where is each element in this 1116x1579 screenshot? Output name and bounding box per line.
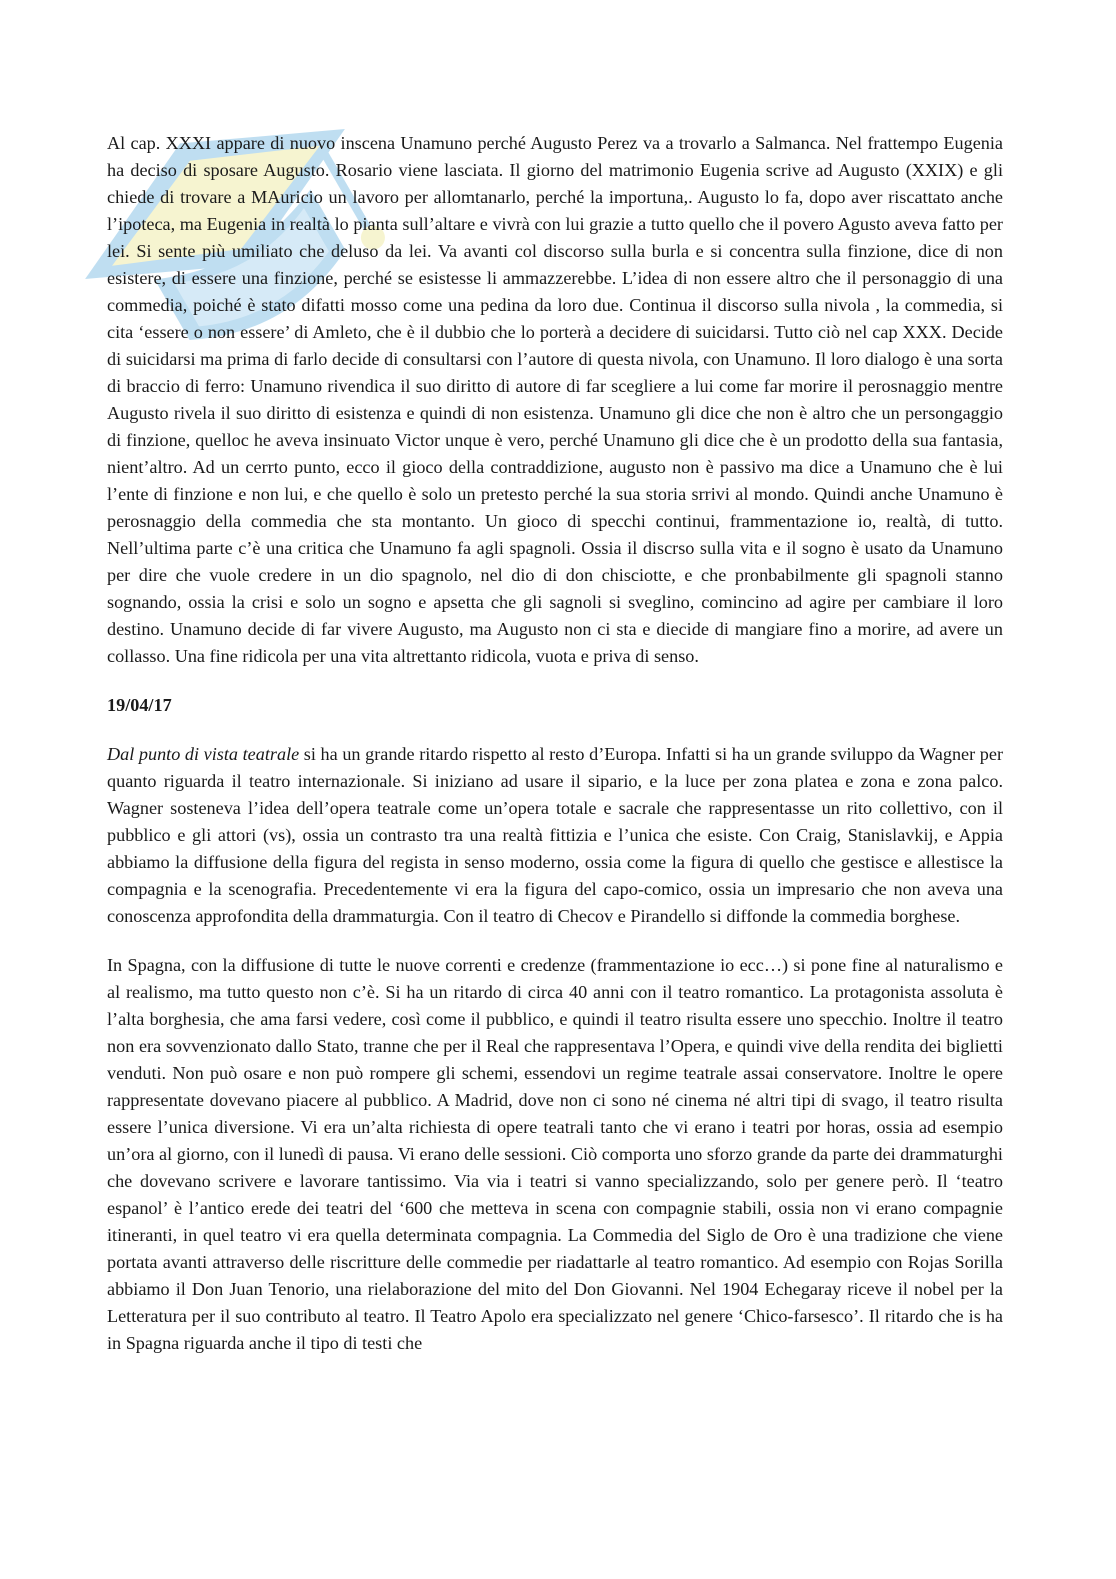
paragraph-teatro-spagna: In Spagna, con la diffusione di tutte le nuove correnti e credenze (frammentazione io ecc…) si pone fine al naturalismo e al realismo, ma tutto questo non c’è. Si ha un ritardo di circa 40 anni con il teatro romantico. La protagonista assoluta è l’alta borghesia, che ama farsi vedere, così come il pubblico, e quindi il teatro risulta essere uno specchio. Inoltre il teatro non era sovvenzionato dallo Stato, tranne che per il Real che rappresentava l’Opera, e quindi vive della rendita dei biglietti venduti. Non può osare e non può rompere gli schemi, essendovi un regime teatrale assai conservatore. Inoltre le opere rappresentate dovevano piacere al pubblico. A Madrid, dove non ci sono né cinema né altri tipi di svago, il teatro risulta essere l’unica diversione. Vi era un’alta richiesta di opere teatrali tanto che vi erano i teatri por horas, ossia ad esempio un’ora al giorno, con il lunedì di pausa. Vi erano delle sessioni. Ciò comporta uno sforzo grande da parte dei drammaturghi che dovevano scrivere e lavorare tantissimo. Via via i teatri si vanno specializzando, solo per genere però. Il ‘teatro espanol’ è l’antico erede dei teatri del ‘600 che metteva in scena con compagnie stabili, ossia non vi erano compagnie itineranti, in quel teatro vi era quella determinata compagnia. La Commedia del Siglo de Oro è una tradizione che viene portata avanti attraverso delle riscritture delle commedie per riadattarle al teatro romantico. Ad esempio con Rojas Sorilla abbiamo il Don Juan Tenorio, una rielaborazione del mito del Don Giovanni. Nel 1904 Echegaray riceve il nobel per la Letteratura per il suo contributo al teatro. Il Teatro Apolo era specializzato nel genere ‘Chico-farsesco’. Il ritardo che is ha in Spagna riguarda anche il tipo di testi che [107,955,1003,1353]
paragraph-teatro-europeo [107,741,1003,930]
document-body [107,130,1003,1357]
paragraph-body: si ha un grande ritardo rispetto al resto d’Europa. Infatti si ha un grande sviluppo da Wagner per quanto riguarda il teatro internazionale. Si iniziano ad usare il sipario, e la luce per zona platea e zona e zona palco. Wagner sosteneva l’idea dell’opera teatrale come un’opera totale e sacrale che rappresentasse un rito collettivo, con il pubblico e gli attori (vs), ossia un contrasto tra una realtà fittizia e l’unica che esiste. Con Craig, Stanislavkij, e Appia abbiamo la diffusione della figura del regista in senso moderno, ossia come la figura di quello che gestisce e allestisce la compagnia e la scenografia. Precedentemente vi era la figura del capo-comico, ossia un impresario che non aveva una conoscenza approfondita della drammaturgia. Con il teatro di Checov e Pirandello si diffonde la commedia borghese. [107,744,1003,926]
paragraph-unamuno-niebla: Al cap. XXXI appare di nuovo inscena Unamuno perché Augusto Perez va a trovarlo a Salmanca. Nel frattempo Eugenia ha deciso di sposare Augusto. Rosario viene lasciata. Il giorno del matrimonio Eugenia scrive ad Augusto (XXIX) e gli chiede di trovare a MAuricio un lavoro per allomtanarlo, perché la importuna,. Augusto lo fa, dopo aver riscattato anche l’ipoteca, ma Eugenia in realtà lo pianta sull’altare e vivrà con lui grazie a tutto quello che il povero Agusto aveva fatto per lei. Si sente più umiliato che deluso da lei. Va avanti col discorso sulla burla e si concentra sulla finzione, dice di non esistere, di essere una finzione, perché se esistesse li ammazzerebbe. L’idea di non essere altro che il personaggio di una commedia, poiché è stato difatti mosso come una pedina da loro due. Continua il discorso sulla nivola , la commedia, si cita ‘essere o non essere’ di Amleto, che è il dubbio che lo porterà a decidere di suicidarsi. Tutto ciò nel cap XXX. Decide di suicidarsi ma prima di farlo decide di consultarsi con l’autore di questa nivola, con Unamuno. Il loro dialogo è una sorta di braccio di ferro: Unamuno rivendica il suo diritto di autore di far scegliere a lui come far morire il perosnaggio mentre Augusto rivela il suo diritto di esistenza e quindi di non esistenza. Unamuno gli dice che non è altro che un persongaggio di finzione, quelloc he aveva insinuato Victor unque è vero, perché Unamuno gli dice che è un prodotto della sua fantasia, nient’altro. Ad un cerrto punto, ecco il gioco della contraddizione, augusto non è passivo ma dice a Unamuno che è lui l’ente di finzione e non lui, e che quello è solo un pretesto perché la sua storia srrivi al mondo. Quindi anche Unamuno è perosnaggio della commedia che sta montanto. Un gioco di specchi continui, frammentazione io, realtà, di tutto. Nell’ultima parte c’è una critica che Unamuno fa agli spagnoli. Ossia il discrso sulla vita e il sogno è usato da Unamuno per dire che vuole credere in un dio spagnolo, nel dio di don chisciotte, e che pronbabilmente gli spagnoli stanno sognando, ossia la crisi e solo un sogno e apsetta che gli sagnoli si sveglino, comincino ad agire per cambiare il loro destino. Unamuno decide di far vivere Augusto, ma Augusto non ci sta e diecide di mangiare fino a morire, ad avere un collasso. Una fine ridicola per una vita altrettanto ridicola, vuota e priva di senso. [107,133,1003,666]
paragraph-lead-italic: Dal punto di vista teatrale [107,744,300,764]
date-heading: 19/04/17 [107,695,172,715]
